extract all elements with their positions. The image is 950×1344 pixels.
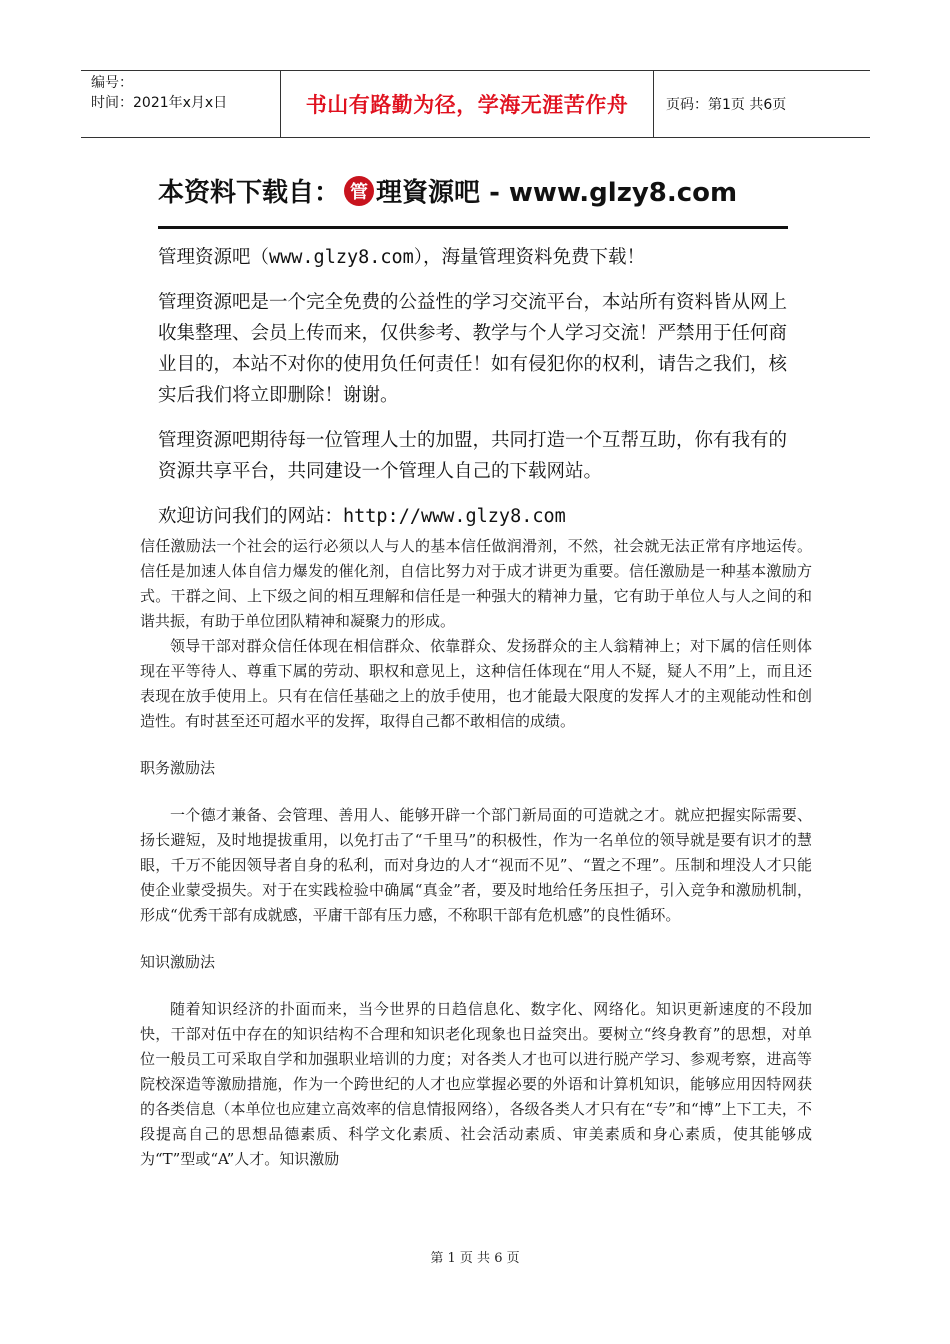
- banner-line-2: 管理资源吧是一个完全免费的公益性的学习交流平台，本站所有资料皆从网上收集整理、会员上传而来，仅供参考、教学与个人学习交流！严禁用于任何商业目的，本站不对你的使用负任何责任！如有侵犯你的权利，请告之我们，核实后我们将立即删除！谢谢。: [158, 292, 788, 406]
- paragraph-trust-intro: 信任激励法一个社会的运行必须以人与人的基本信任做润滑剂，不然，社会就无法正常有序地运传。信任是加速人体自信力爆发的催化剂，自信比努力对于成才讲更为重要。信任激励是一种基本激励方式。干群之间、上下级之间的相互理解和信任是一种强大的精神力量，它有助于单位人与人之间的和谐共振，有助于单位团队精神和凝聚力的形成。: [140, 537, 812, 630]
- banner-title-prefix: 本资料下载自：: [158, 178, 341, 208]
- paragraph-position: 一个德才兼备、会管理、善用人、能够开辟一个部门新局面的可造就之才。就应把握实际需要、扬长避短，及时地提拔重用，以免打击了“千里马”的积极性，作为一名单位的领导就是要有识才的慧眼，千万不能因领导者自身的私利，而对身边的人才“视而不见”、“置之不理”。压制和埋没人才只能使企业蒙受损失。对于在实践检验中确属“真金”者，要及时地给任务压担子，引入竞争和激励机制，形成“优秀干部有成就感，平庸干部有压力感，不称职干部有危机感”的良性循环。: [140, 806, 812, 924]
- site-logo-icon: 管: [344, 176, 374, 206]
- paragraph-knowledge: 随着知识经济的扑面而来，当今世界的日趋信息化、数字化、网络化。知识更新速度的不段加快，干部对伍中存在的知识结构不合理和知识老化现象也日益突出。要树立“终身教育”的思想，对单位一般员工可采取自学和加强职业培训的力度；对各类人才也可以进行脱产学习、参观考察，进高等院校深造等激励措施，作为一个跨世纪的人才也应掌握必要的外语和计算机知识，能够应用因特网获的各类信息（本单位也应建立高效率的信息情报网络），各级各类人才只有在“专”和“博”上下工夫，不段提高自己的思想品德素质、科学文化素质、社会活动素质、审美素质和身心素质，使其能够成为“T”型或“A”人才。知识激励: [140, 1000, 812, 1168]
- banner-line-4: 欢迎访问我们的网站：http://www.glzy8.com: [158, 506, 566, 527]
- page-header: [81, 70, 870, 138]
- header-number: 编号：: [91, 75, 133, 91]
- header-meta: [81, 71, 281, 137]
- banner-line-1: 管理资源吧（www.glzy8.com），海量管理资料免费下载！: [158, 247, 646, 268]
- banner-title: [158, 172, 737, 209]
- section-heading-position: 职务激励法: [140, 759, 216, 777]
- download-banner: [150, 160, 790, 527]
- paragraph-trust-detail: 领导干部对群众信任体现在相信群众、依靠群众、发扬群众的主人翁精神上；对下属的信任则体现在平等待人、尊重下属的劳动、职权和意见上，这种信任体现在“用人不疑，疑人不用”上，而且还表现在放手使用上。只有在信任基础之上的放手使用，也才能最大限度的发挥人才的主观能动性和创造性。有时甚至还可超水平的发挥，取得自己都不敢相信的成绩。: [140, 637, 812, 730]
- document-body: [140, 534, 812, 1172]
- banner-line-3: 管理资源吧期待每一位管理人士的加盟，共同打造一个互帮互助，你有我有的资源共享平台，共同建设一个管理人自己的下载网站。: [158, 430, 788, 482]
- header-motto: 书山有路勤为径，学海无涯苦作舟: [281, 71, 654, 137]
- banner-title-site: 理資源吧 - www.glzy8.com: [376, 178, 738, 208]
- banner-divider: [158, 226, 788, 229]
- section-heading-knowledge: 知识激励法: [140, 953, 216, 971]
- page-footer: 第 1 页 共 6 页: [430, 1251, 520, 1266]
- header-time: 时间：2021年x月x日: [91, 95, 228, 111]
- header-page-number: 页码：第1页 共6页: [666, 97, 787, 113]
- banner-text: [158, 242, 788, 546]
